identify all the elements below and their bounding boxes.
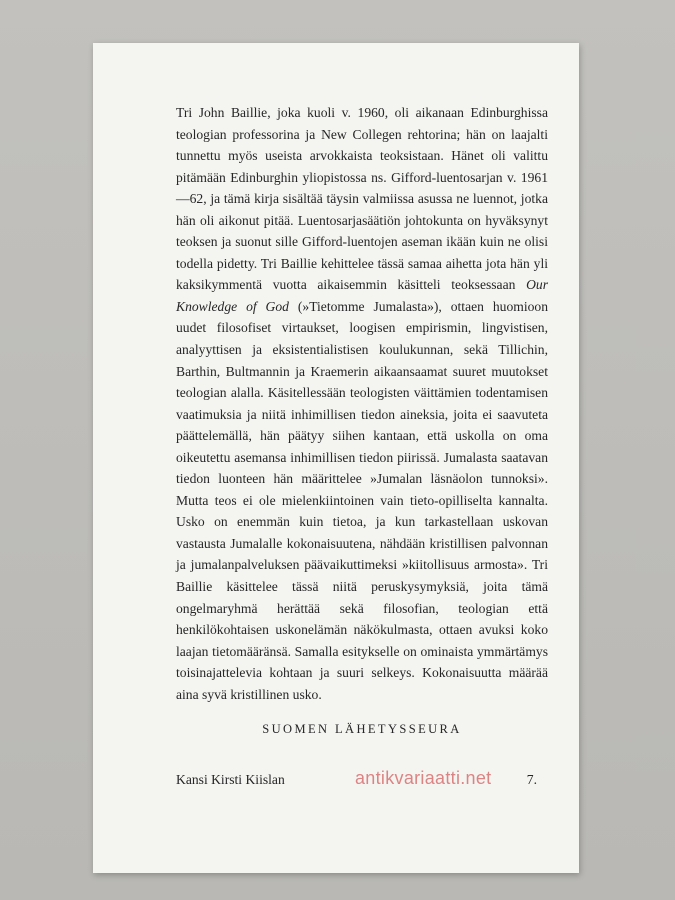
blurb-text xyxy=(176,102,548,705)
cover-credit: Kansi Kirsti Kiislan xyxy=(176,772,285,787)
page-number: 7. xyxy=(526,772,537,787)
blurb-book-title: Our Knowledge of God xyxy=(176,277,548,314)
blurb-part-1: Tri John Baillie, joka kuoli v. 1960, oli aikanaan Edinburghissa teologian professorina ja New Collegen rehtorina; hän on laajalti tunnettu myös useista arvokkaista teoksistaan. Hänet oli valittu pitämään Edinburghin yliopistossa ns. Gifford-luentosarjan v. 1961—62, ja tämä kirja sisältää täysin valmiissa asussa ne luennot, jotka hän oli aikonut pitää. Luentosarjasäätiön johtokunta on hyväksynyt teoksen ja suonut sille Gifford-luentojen aseman ikään kuin ne olisi todella pidetty. Tri Baillie kehittelee tässä samaa aihetta jota hän yli kaksikymmentä vuotta aikaisemmin käsitteli teoksessaan xyxy=(176,105,548,293)
blurb-part-2: (»Tietomme Jumalasta»), ottaen huomioon uudet filosofiset virtaukset, loogisen empirismin, lingvistisen, analyyttisen ja eksistentialistisen koulukunnan, sekä Tillichin, Barthin, Bultmannin ja Kraemerin aikaansaamat suuret muutokset teologian alalla. Käsitellessään teologisten väittämien todentamisen vaatimuksia ja niitä inhimillisen tiedon aineksia, joita ei saavuteta päättelemällä, hän päätyy siihen kantaan, että uskolla on oma oikeutettu asemansa inhimillisen tiedon piirissä. Jumalasta saatavan tiedon luonteen hän määrittelee »Jumalan läsnäolon tunnoksi». Mutta teos ei ole mielenkiintoinen vain tieto-opilliselta kannalta. Usko on enemmän kuin tietoa, ja kun tarkastellaan uskovan vastausta Jumalalle kokonaisuutena, nähdään kristillisen palvonnan ja jumalanpalveluksen päävaikuttimeksi »kiitollisuus armosta». Tri Baillie käsittelee tässä niitä peruskysymyksiä, joita tämä ongelmaryhmä herättää sekä filosofian, teologian että henkilökohtaisen uskonelämän näkökulmasta, ottaen avuksi koko laajan tietomääränsä. Samalla esitykselle on ominaista ymmärtämys toisinajattelevia kohtaan ja suuri selkeys. Kokonaisuutta määrää aina syvä kristillinen usko. xyxy=(176,298,548,702)
book-back-cover xyxy=(93,43,579,873)
publisher-name: SUOMEN LÄHETYSSEURA xyxy=(262,722,462,736)
watermark: antikvariaatti.net xyxy=(355,768,492,788)
